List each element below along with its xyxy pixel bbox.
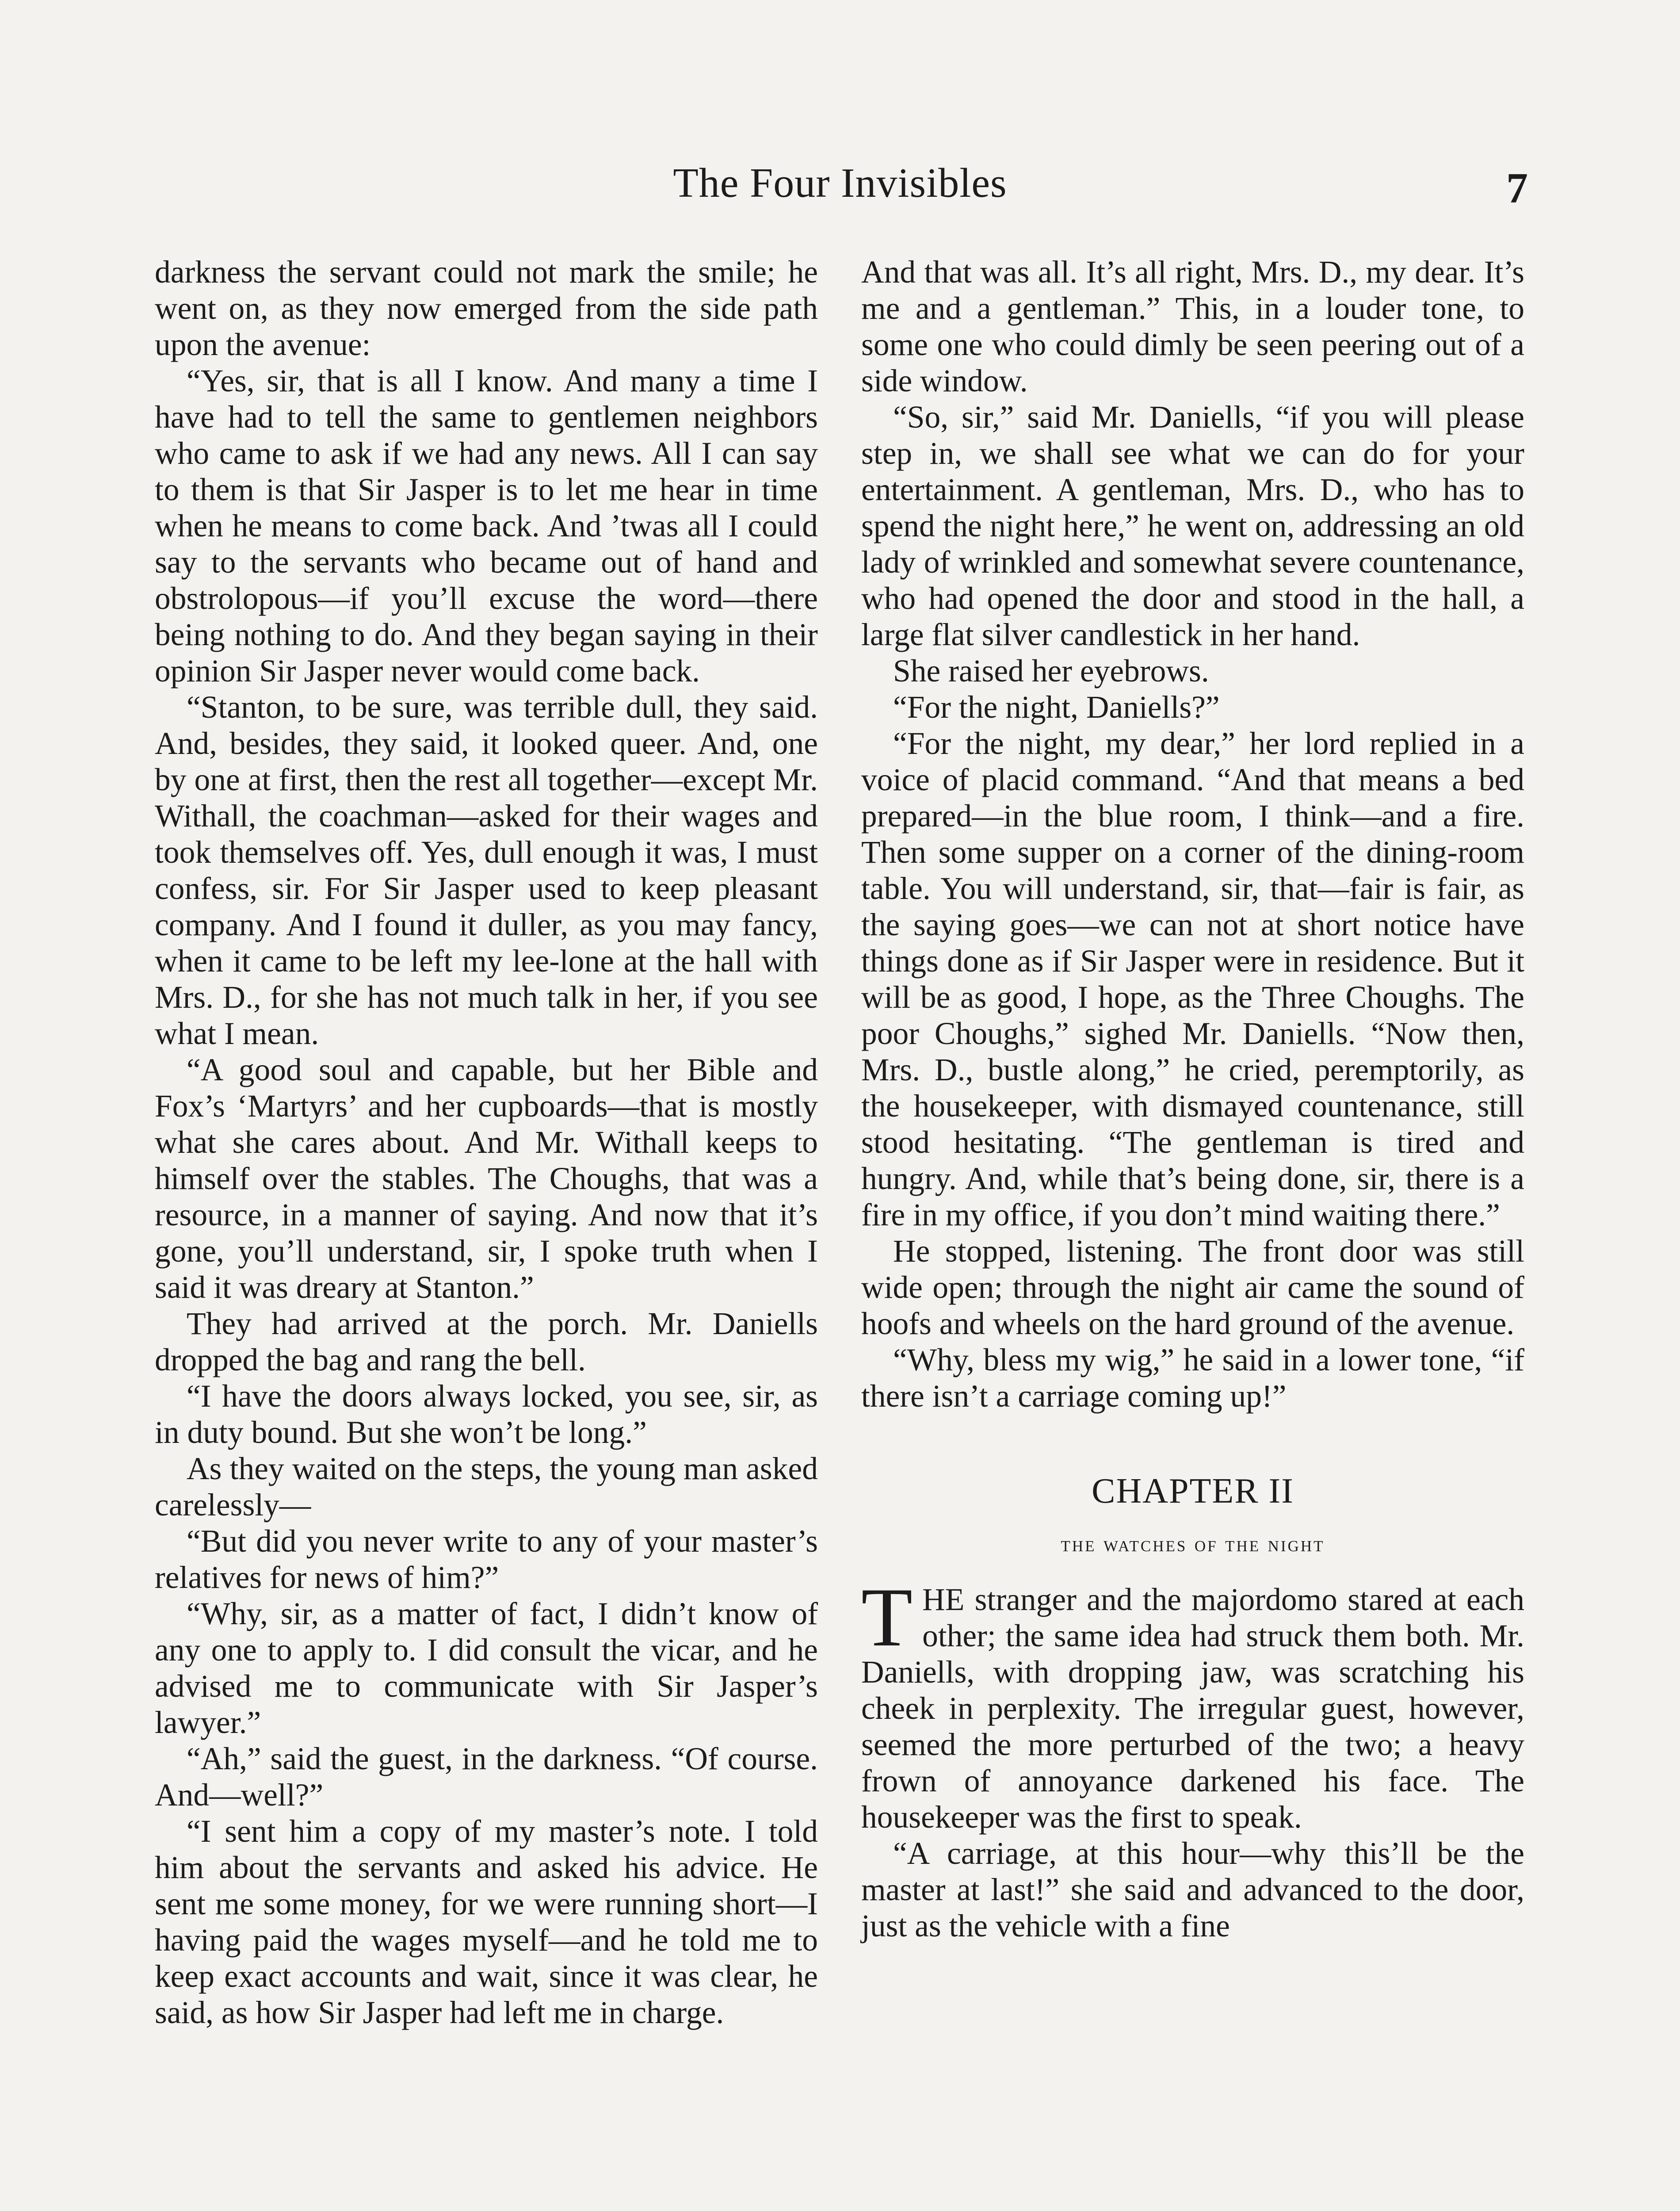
chapter-first-paragraph-text: HE stranger and the majordomo stared at each other; the same idea had struck them both. Mr. Daniells, with dropping jaw, was scratching his cheek in perplexity. The irregular guest, however, seemed the more perturbed of the two; a heavy frown of annoyance darkened his face. The housekeeper was the first to speak. [861, 1582, 1524, 1835]
page-number: 7 [1506, 164, 1528, 212]
left-column [155, 254, 818, 2031]
paragraph: “So, sir,” said Mr. Daniells, “if you will please step in, we shall see what we can do for your entertainment. A gentleman, Mrs. D., who has to spend the night here,” he went on, addressing an old lady of wrinkled and somewhat severe countenance, who had opened the door and stood in the hall, a large flat silver candlestick in her hand. [861, 400, 1524, 652]
paragraph: And that was all. It’s all right, Mrs. D., my dear. It’s me and a gentleman.” This, in a louder tone, to some one who could dimly be seen peering out of a side window. [861, 255, 1524, 398]
paragraph: “I sent him a copy of my master’s note. I told him about the servants and asked his advice. He sent me some money, for we were running short—I having paid the wages myself—and he told me to keep exact accounts and wait, since it was clear, he said, as how Sir Jasper had left me in charge. [155, 1814, 818, 2030]
paragraph: “I have the doors always locked, you see, sir, as in duty bound. But she won’t be long.” [155, 1379, 818, 1450]
right-column [861, 254, 1524, 1944]
paragraph: “Why, sir, as a matter of fact, I didn’t know of any one to apply to. I did consult the vicar, and he advised me to communicate with Sir Jasper’s lawyer.” [155, 1596, 818, 1740]
paragraph: “For the night, my dear,” her lord replied in a voice of placid command. “And that means a bed prepared—in the blue room, I think—and a fire. Then some supper on a corner of the dining-room table. You will understand, sir, that—fair is fair, as the saying goes—we can not at short notice have things done as if Sir Jasper were in residence. But it will be as good, I hope, as the Three Choughs. The poor Choughs,” sighed Mr. Daniells. “Now then, Mrs. D., bustle along,” he cried, peremptorily, as the housekeeper, with dismayed countenance, still stood hesitating. “The gentleman is tired and hungry. And, while that’s being done, sir, there is a fire in my office, if you don’t mind waiting there.” [861, 726, 1524, 1232]
paragraph: “Stanton, to be sure, was terrible dull, they said. And, besides, they said, it looked queer. And, one by one at first, then the rest all together—except Mr. Withall, the coachman—asked for their wages and took themselves off. Yes, dull enough it was, I must confess, sir. For Sir Jasper used to keep pleasant company. And I found it duller, as you may fancy, when it came to be left my lee-lone at the hall with Mrs. D., for she has not much talk in her, if you see what I mean. [155, 690, 818, 1051]
paragraph: He stopped, listening. The front door was still wide open; through the night air came the sound of hoofs and wheels on the hard ground of the avenue. [861, 1234, 1524, 1341]
paragraph: darkness the servant could not mark the smile; he went on, as they now emerged from the side path upon the avenue: [155, 255, 818, 362]
drop-cap: T [861, 1571, 913, 1664]
paragraph: “For the night, Daniells?” [893, 690, 1220, 725]
chapter-heading: CHAPTER II [1092, 1472, 1294, 1511]
paragraph: They had arrived at the porch. Mr. Daniells dropped the bag and rang the bell. [155, 1306, 818, 1377]
paragraph: “But did you never write to any of your master’s relatives for news of him?” [155, 1524, 818, 1595]
paragraph: She raised her eyebrows. [893, 654, 1209, 689]
paragraph: “A good soul and capable, but her Bible and Fox’s ‘Martyrs’ and her cupboards—that is mostly what she cares about. And Mr. Withall keeps to himself over the stables. The Choughs, that was a resource, in a manner of saying. And now that it’s gone, you’ll understand, sir, I spoke truth when I said it was dreary at Stanton.” [155, 1052, 818, 1305]
paragraph: “Why, bless my wig,” he said in a lower tone, “if there isn’t a carriage coming up!” [861, 1343, 1524, 1414]
chapter-first-paragraph [861, 1571, 1524, 1836]
paragraph: As they waited on the steps, the young man asked carelessly— [155, 1451, 818, 1522]
paragraph: “Yes, sir, that is all I know. And many a time I have had to tell the same to gentlemen neighbors who came to ask if we had any news. All I can say to them is that Sir Jasper is to let me hear in time when he means to come back. And ’twas all I could say to the servants who became out of hand and obstrolopous—if you’ll excuse the word—there being nothing to do. And they began saying in their opinion Sir Jasper never would come back. [155, 363, 818, 689]
paragraph: “A carriage, at this hour—why this’ll be the master at last!” she said and advanced to the door, just as the vehicle with a fine [861, 1836, 1524, 1943]
chapter-subtitle: the watches of the night [1061, 1531, 1325, 1556]
running-title: The Four Invisibles [673, 160, 1007, 206]
page-header [0, 159, 1680, 221]
paragraph: “Ah,” said the guest, in the darkness. “Of course. And—well?” [155, 1741, 818, 1813]
